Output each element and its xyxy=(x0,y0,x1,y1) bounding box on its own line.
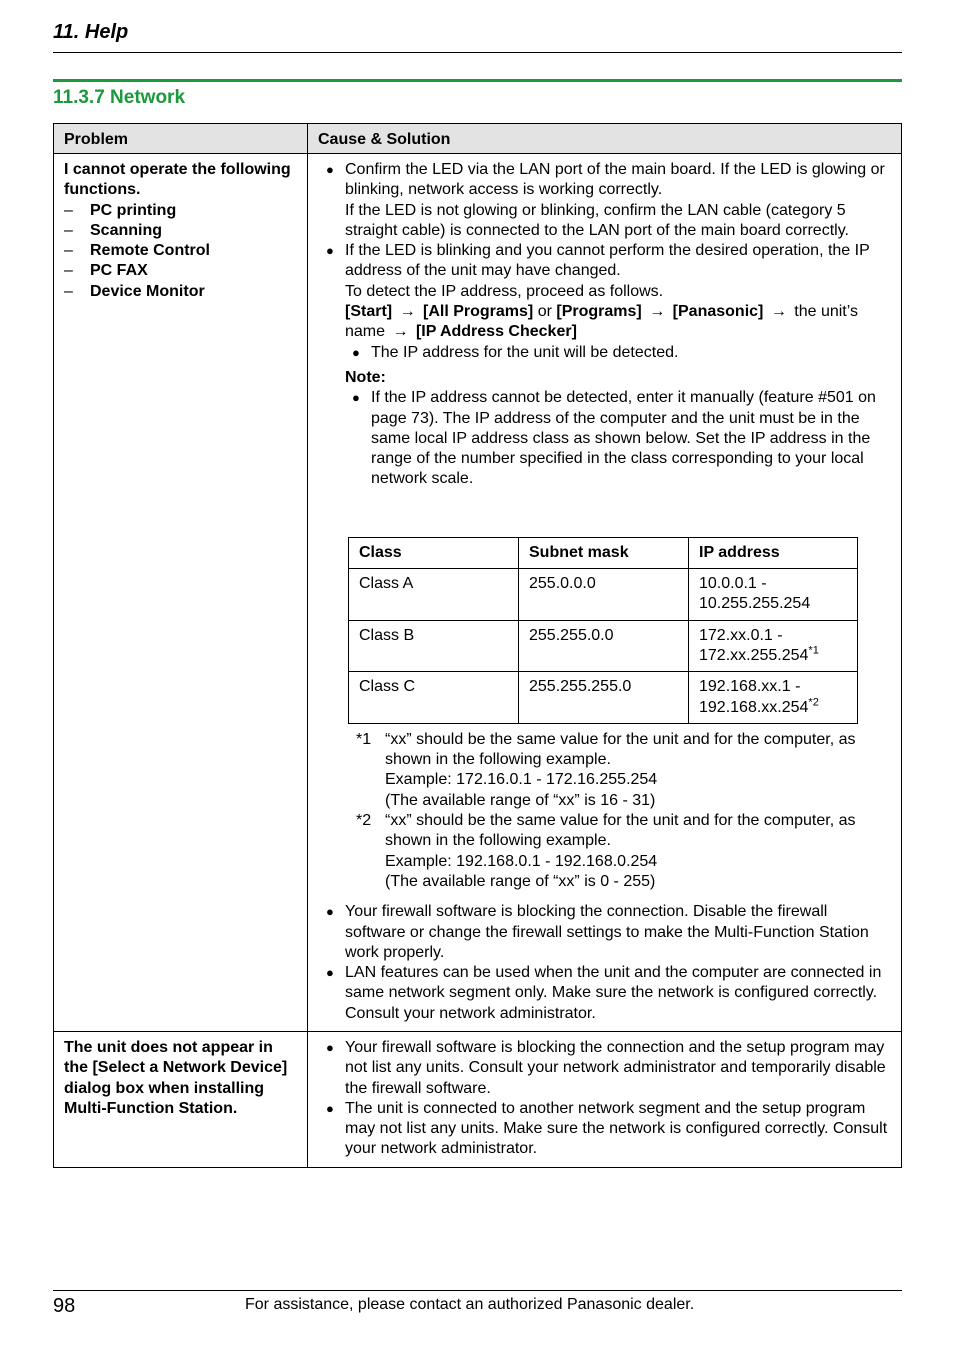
sub-text: The IP address for the unit will be detected. xyxy=(371,343,679,361)
footnote-text: “xx” should be the same value for the unit and for the computer, as shown in the following example. xyxy=(385,730,856,769)
class-cell: Class C xyxy=(349,672,519,724)
table-row xyxy=(349,672,858,724)
list-item xyxy=(64,201,297,221)
bullet-icon: ● xyxy=(326,1100,334,1116)
footnote-text: “xx” should be the same value for the unit and for the computer, as shown in the following example. xyxy=(385,812,856,850)
ip-range-end: 192.168.xx.254 xyxy=(699,698,809,716)
ip-range-end-line xyxy=(699,646,847,666)
list-item xyxy=(345,388,891,489)
dash-marker: – xyxy=(64,242,73,260)
footnote xyxy=(348,811,891,892)
list-item xyxy=(64,282,297,302)
arrow-right-icon: → xyxy=(392,323,409,341)
problem-cell xyxy=(54,1031,308,1167)
path-ip-address-checker: [IP Address Checker] xyxy=(415,323,577,341)
footnote-example: Example: 192.168.0.1 - 192.168.0.254 xyxy=(385,852,658,870)
arrow-right-icon: → xyxy=(399,303,416,321)
footer-text: For assistance, please contact an authorized Panasonic dealer. xyxy=(245,1296,695,1313)
path-panasonic: [Panasonic] xyxy=(672,303,764,321)
path-or: or xyxy=(537,303,552,321)
header-divider xyxy=(53,52,902,53)
ip-class-table xyxy=(348,537,858,724)
problem-text: The unit does not appear in the xyxy=(64,1038,273,1077)
bullet-icon: ● xyxy=(326,965,334,981)
bullet-icon: ● xyxy=(326,162,334,177)
footer-divider xyxy=(53,1290,902,1291)
solution-cell xyxy=(308,1031,902,1167)
cause-column-header: Cause & Solution xyxy=(308,124,902,154)
solution-text: If the LED is blinking and you cannot perform the desired operation, the IP address of the unit may have changed. xyxy=(345,242,870,280)
solution-text: Your firewall software is blocking the connection and the setup program may not list any units. Consult your network administrator and temporarily disable the firewall software. xyxy=(345,1038,886,1097)
list-item xyxy=(318,963,891,1024)
subnet-cell: 255.0.0.0 xyxy=(519,569,689,621)
solution-cell xyxy=(308,154,902,1032)
path-unit-name: the unit’s name xyxy=(345,303,859,341)
function-name: PC FAX xyxy=(90,262,148,280)
solution-text: Confirm the LED via the LAN port of the main board. If the LED is glowing or blinking, network access is working correctly. xyxy=(345,161,885,199)
path-programs: [Programs] xyxy=(556,303,642,321)
path-start: [Start] xyxy=(345,303,393,321)
class-cell: Class A xyxy=(349,569,519,621)
ip-range-end: 172.xx.255.254 xyxy=(699,646,809,664)
ip-range-end-line xyxy=(699,698,847,718)
bullet-icon: ● xyxy=(326,243,334,259)
note-label: Note: xyxy=(345,368,386,386)
solution-text: If the LED is not glowing or blinking, confirm the LAN cable (category 5 straight cable) is connected to the LAN port of the main board correctly. xyxy=(345,201,849,239)
page-number: 98 xyxy=(53,1295,76,1317)
ip-cell xyxy=(689,620,858,672)
dash-marker: – xyxy=(64,221,73,239)
table-row xyxy=(349,620,858,672)
footnote-mark: *2 xyxy=(356,812,372,830)
solution-text: LAN features can be used when the unit and the computer are connected in same network segment only. Make sure the network is configured correctly. Consult your network administrator. xyxy=(345,964,882,1022)
bullet-icon: ● xyxy=(326,904,334,920)
path-all-programs: [All Programs] xyxy=(423,303,534,321)
class-column-header: Class xyxy=(349,537,519,568)
dash-marker: – xyxy=(64,262,73,280)
section-accent-rule xyxy=(53,79,902,82)
footnote-example: Example: 172.16.0.1 - 172.16.255.254 xyxy=(385,771,658,789)
table-header-row xyxy=(349,537,858,568)
subnet-column-header: Subnet mask xyxy=(519,537,689,568)
ip-column-header: IP address xyxy=(689,537,858,568)
note-list xyxy=(345,388,891,489)
problem-intro: I cannot operate the following functions. xyxy=(64,161,291,199)
ip-cell xyxy=(689,569,858,621)
footnote-mark: *1 xyxy=(356,730,372,748)
solution-text: To detect the IP address, proceed as follows. xyxy=(345,282,664,300)
note-text: If the IP address cannot be detected, enter it manually (feature #501 on page 73). The IP address of the computer and the unit must be in the same local IP address class as shown below. Set the IP address in the range of the number specified in the class corresponding to your local network scale. xyxy=(371,389,876,488)
solution-list xyxy=(318,902,891,1024)
sub-list xyxy=(345,343,891,363)
list-item xyxy=(318,902,891,963)
menu-path xyxy=(345,302,891,343)
ip-range-start: 192.168.xx.1 - xyxy=(699,678,801,696)
function-name: Scanning xyxy=(90,221,163,239)
arrow-right-icon: → xyxy=(649,303,666,321)
footnote xyxy=(348,730,891,811)
section-title: 11.3.7 Network xyxy=(53,87,186,108)
bullet-icon: ● xyxy=(326,1039,334,1055)
footnote-range: (The available range of “xx” is 0 - 255) xyxy=(385,872,656,890)
subnet-cell: 255.255.0.0 xyxy=(519,620,689,672)
problem-column-header: Problem xyxy=(54,124,308,154)
list-item xyxy=(64,241,297,261)
solution-list xyxy=(318,1038,891,1160)
ip-cell xyxy=(689,672,858,724)
class-cell: Class B xyxy=(349,620,519,672)
problem-text: dialog box when installing Multi-Function Station. xyxy=(64,1079,265,1117)
list-item xyxy=(64,221,297,241)
list-item xyxy=(64,261,297,281)
ip-range-start: 10.0.0.1 - xyxy=(699,575,767,593)
bullet-icon: ● xyxy=(352,390,360,406)
list-item xyxy=(318,1099,891,1160)
solution-text: Your firewall software is blocking the connection. Disable the firewall software or change the firewall settings to make the Multi-Function Station work properly. xyxy=(345,903,869,961)
solution-text: The unit is connected to another network segment and the setup program may not list any units. Make sure the network is configured correctly. Consult your network administrator. xyxy=(345,1099,888,1158)
dialog-name: [Select a Network Device] xyxy=(92,1059,288,1077)
footnote-ref: *1 xyxy=(808,644,819,657)
table-row xyxy=(54,1031,902,1167)
bullet-icon: ● xyxy=(352,344,360,360)
function-list xyxy=(64,201,297,302)
subnet-cell: 255.255.255.0 xyxy=(519,672,689,724)
ip-range-end: 10.255.255.254 xyxy=(699,595,811,613)
list-item xyxy=(318,160,891,241)
list-item xyxy=(345,343,891,363)
dash-marker: – xyxy=(64,201,73,219)
problem-cell xyxy=(54,154,308,1032)
chapter-title: 11. Help xyxy=(53,21,129,43)
function-name: PC printing xyxy=(90,201,177,219)
arrow-right-icon: → xyxy=(770,303,787,321)
ip-range-start: 172.xx.0.1 - xyxy=(699,626,783,644)
table-header-row xyxy=(54,124,902,154)
footnote-ref: *2 xyxy=(808,696,819,709)
list-item xyxy=(318,241,891,892)
footnotes xyxy=(348,730,891,892)
footnote-range: (The available range of “xx” is 16 - 31) xyxy=(385,791,656,809)
function-name: Remote Control xyxy=(90,242,210,260)
table-row xyxy=(54,154,902,1032)
troubleshooting-table xyxy=(53,123,902,1168)
function-name: Device Monitor xyxy=(90,282,205,300)
solution-list xyxy=(318,160,891,892)
table-row xyxy=(349,569,858,621)
dash-marker: – xyxy=(64,282,73,300)
list-item xyxy=(318,1038,891,1099)
